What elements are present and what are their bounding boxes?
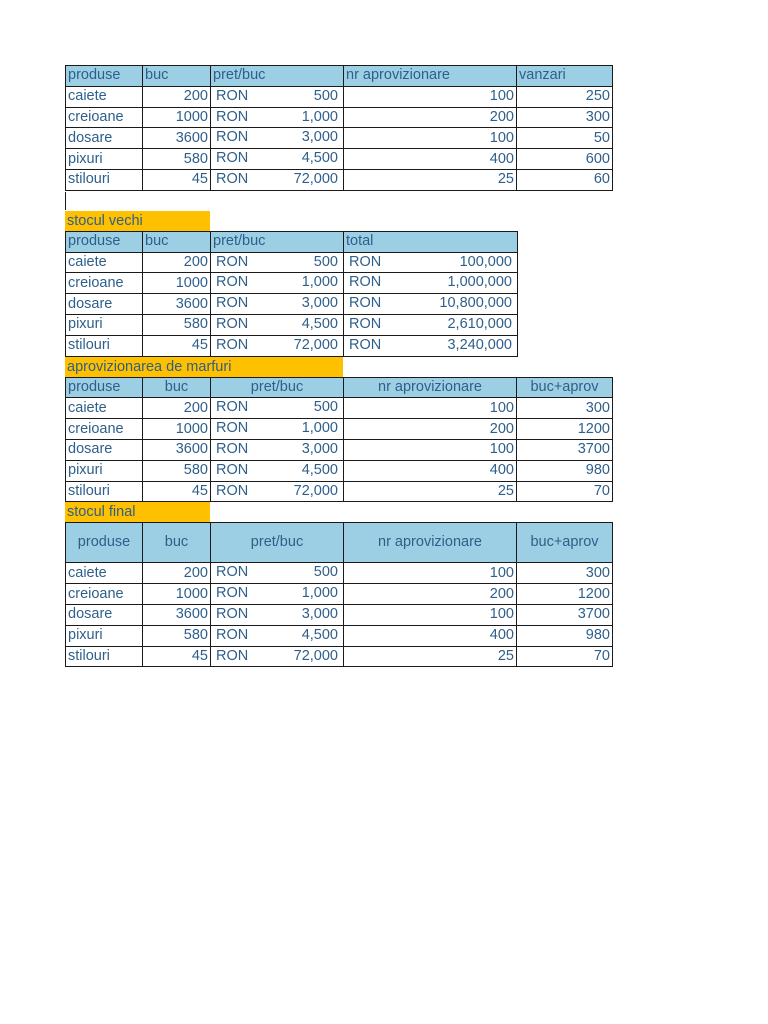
- product-cell[interactable]: dosare: [66, 439, 143, 460]
- price-value: 4,500: [301, 626, 338, 643]
- currency-label: RON: [216, 647, 249, 664]
- price-cell[interactable]: [211, 335, 344, 356]
- price-cell[interactable]: [211, 563, 344, 584]
- currency-label: RON: [349, 295, 382, 312]
- supply-cell[interactable]: 100: [344, 563, 517, 584]
- product-cell[interactable]: caiete: [66, 563, 143, 584]
- supply-cell[interactable]: 100: [344, 604, 517, 625]
- qty-cell[interactable]: 200: [143, 86, 211, 107]
- qty-cell[interactable]: 45: [143, 481, 211, 502]
- header-cell[interactable]: nr aprovizionare: [344, 66, 517, 87]
- supply-cell[interactable]: 100: [344, 439, 517, 460]
- supply-cell[interactable]: 200: [344, 419, 517, 440]
- sales-cell[interactable]: 600: [517, 149, 613, 170]
- price-cell[interactable]: [211, 646, 344, 667]
- product-cell[interactable]: caiete: [66, 252, 143, 273]
- header-row: [66, 377, 613, 398]
- total-cell[interactable]: [344, 273, 518, 294]
- table-row: [66, 107, 613, 128]
- cell-cursor: [65, 192, 66, 210]
- qty-plus-supply-cell[interactable]: 1200: [517, 419, 613, 440]
- table-row: [66, 625, 613, 646]
- product-cell[interactable]: creioane: [66, 584, 143, 605]
- header-cell[interactable]: buc: [143, 377, 211, 398]
- table-row: [66, 149, 613, 170]
- qty-plus-supply-cell[interactable]: 980: [517, 625, 613, 646]
- currency-label: RON: [216, 274, 249, 291]
- qty-cell[interactable]: 1000: [143, 584, 211, 605]
- sales-cell[interactable]: 250: [517, 86, 613, 107]
- header-cell[interactable]: nr aprovizionare: [344, 377, 517, 398]
- table-row: [66, 273, 518, 294]
- product-cell[interactable]: creioane: [66, 419, 143, 440]
- currency-label: RON: [216, 129, 249, 146]
- product-cell[interactable]: pixuri: [66, 149, 143, 170]
- price-cell[interactable]: [211, 128, 344, 149]
- currency-label: RON: [216, 461, 249, 478]
- qty-plus-supply-cell[interactable]: 300: [517, 398, 613, 419]
- spreadsheet: [65, 65, 612, 667]
- price-cell[interactable]: [211, 481, 344, 502]
- supply-cell[interactable]: 200: [344, 107, 517, 128]
- supply-cell[interactable]: 25: [344, 481, 517, 502]
- currency-label: RON: [216, 170, 249, 187]
- qty-cell[interactable]: 1000: [143, 107, 211, 128]
- price-value: 3,000: [301, 295, 338, 312]
- price-cell[interactable]: [211, 86, 344, 107]
- qty-cell[interactable]: 3600: [143, 128, 211, 149]
- qty-cell[interactable]: 200: [143, 563, 211, 584]
- qty-cell[interactable]: 3600: [143, 294, 211, 315]
- price-value: 72,000: [293, 170, 338, 187]
- price-cell[interactable]: [211, 439, 344, 460]
- product-cell[interactable]: caiete: [66, 86, 143, 107]
- header-cell[interactable]: pret/buc: [211, 377, 344, 398]
- header-row: [66, 523, 613, 563]
- qty-cell[interactable]: 3600: [143, 604, 211, 625]
- price-cell[interactable]: [211, 604, 344, 625]
- total-value: 100,000: [459, 253, 512, 270]
- table-row: [66, 584, 613, 605]
- price-value: 3,000: [301, 129, 338, 146]
- qty-cell[interactable]: 3600: [143, 439, 211, 460]
- product-cell[interactable]: dosare: [66, 294, 143, 315]
- product-cell[interactable]: stilouri: [66, 481, 143, 502]
- currency-label: RON: [216, 482, 249, 499]
- currency-label: RON: [216, 399, 249, 416]
- currency-label: RON: [349, 336, 382, 353]
- qty-cell[interactable]: 580: [143, 149, 211, 170]
- currency-label: RON: [349, 274, 382, 291]
- table-row: [66, 604, 613, 625]
- product-cell[interactable]: stilouri: [66, 335, 143, 356]
- total-value: 10,800,000: [439, 295, 512, 312]
- qty-cell[interactable]: 200: [143, 398, 211, 419]
- price-value: 4,500: [301, 461, 338, 478]
- price-cell[interactable]: [211, 294, 344, 315]
- table-row: [66, 398, 613, 419]
- currency-label: RON: [216, 420, 249, 437]
- currency-label: RON: [216, 253, 249, 270]
- total-cell[interactable]: [344, 335, 518, 356]
- currency-label: RON: [216, 295, 249, 312]
- price-cell[interactable]: [211, 149, 344, 170]
- table-row: [66, 439, 613, 460]
- currency-label: RON: [216, 150, 249, 167]
- currency-label: RON: [216, 626, 249, 643]
- price-cell[interactable]: [211, 314, 344, 335]
- total-cell[interactable]: [344, 252, 518, 273]
- price-cell[interactable]: [211, 252, 344, 273]
- qty-cell[interactable]: 1000: [143, 419, 211, 440]
- product-cell[interactable]: stilouri: [66, 169, 143, 190]
- table-row: [66, 481, 613, 502]
- sales-table: [65, 65, 613, 191]
- table-row: [66, 169, 613, 190]
- qty-plus-supply-cell[interactable]: 70: [517, 646, 613, 667]
- supply-cell[interactable]: 400: [344, 460, 517, 481]
- currency-label: RON: [216, 336, 249, 353]
- price-value: 3,000: [301, 440, 338, 457]
- product-cell[interactable]: stilouri: [66, 646, 143, 667]
- qty-cell[interactable]: 45: [143, 335, 211, 356]
- table-row: [66, 314, 518, 335]
- supply-cell[interactable]: 100: [344, 128, 517, 149]
- qty-cell[interactable]: 45: [143, 169, 211, 190]
- price-value: 72,000: [293, 336, 338, 353]
- product-cell[interactable]: pixuri: [66, 314, 143, 335]
- price-value: 500: [313, 253, 338, 270]
- header-cell[interactable]: total: [344, 231, 518, 252]
- sales-cell[interactable]: 50: [517, 128, 613, 149]
- qty-plus-supply-cell[interactable]: 3700: [517, 439, 613, 460]
- price-cell[interactable]: [211, 169, 344, 190]
- header-row: [66, 231, 518, 252]
- table-row: [66, 563, 613, 584]
- header-cell[interactable]: produse: [66, 523, 143, 563]
- header-cell[interactable]: nr aprovizionare: [344, 523, 517, 563]
- currency-label: RON: [216, 108, 249, 125]
- price-cell[interactable]: [211, 419, 344, 440]
- qty-cell[interactable]: 200: [143, 252, 211, 273]
- product-cell[interactable]: pixuri: [66, 460, 143, 481]
- price-cell[interactable]: [211, 584, 344, 605]
- total-value: 2,610,000: [447, 315, 512, 332]
- product-cell[interactable]: creioane: [66, 273, 143, 294]
- header-cell[interactable]: vanzari: [517, 66, 613, 87]
- price-cell[interactable]: [211, 398, 344, 419]
- header-cell[interactable]: buc+aprov: [517, 377, 613, 398]
- price-value: 500: [313, 399, 338, 416]
- qty-cell[interactable]: 45: [143, 646, 211, 667]
- header-cell[interactable]: buc: [143, 231, 211, 252]
- price-value: 500: [313, 87, 338, 104]
- currency-label: RON: [216, 585, 249, 602]
- product-cell[interactable]: creioane: [66, 107, 143, 128]
- qty-plus-supply-cell[interactable]: 980: [517, 460, 613, 481]
- currency-label: RON: [216, 315, 249, 332]
- price-cell[interactable]: [211, 107, 344, 128]
- section-title: stocul final: [65, 502, 210, 522]
- qty-plus-supply-cell[interactable]: 1200: [517, 584, 613, 605]
- total-cell[interactable]: [344, 314, 518, 335]
- qty-cell[interactable]: 580: [143, 460, 211, 481]
- currency-label: RON: [216, 440, 249, 457]
- price-value: 4,500: [301, 315, 338, 332]
- price-cell[interactable]: [211, 460, 344, 481]
- currency-label: RON: [216, 87, 249, 104]
- old-stock-table: [65, 231, 518, 357]
- price-value: 1,000: [301, 274, 338, 291]
- table-row: [66, 646, 613, 667]
- price-value: 3,000: [301, 605, 338, 622]
- supply-cell[interactable]: 400: [344, 149, 517, 170]
- product-cell[interactable]: dosare: [66, 604, 143, 625]
- qty-cell[interactable]: 580: [143, 625, 211, 646]
- price-cell[interactable]: [211, 273, 344, 294]
- table-row: [66, 128, 613, 149]
- header-cell[interactable]: produse: [66, 377, 143, 398]
- sales-cell[interactable]: 300: [517, 107, 613, 128]
- supply-cell[interactable]: 100: [344, 398, 517, 419]
- price-value: 500: [313, 564, 338, 581]
- table-row: [66, 460, 613, 481]
- product-cell[interactable]: pixuri: [66, 625, 143, 646]
- supply-cell[interactable]: 25: [344, 169, 517, 190]
- table-row: [66, 86, 613, 107]
- product-cell[interactable]: caiete: [66, 398, 143, 419]
- qty-plus-supply-cell[interactable]: 70: [517, 481, 613, 502]
- qty-cell[interactable]: 580: [143, 314, 211, 335]
- product-cell[interactable]: dosare: [66, 128, 143, 149]
- header-cell[interactable]: pret/buc: [211, 231, 344, 252]
- currency-label: RON: [216, 605, 249, 622]
- section-title: aprovizionarea de marfuri: [65, 357, 343, 377]
- header-cell[interactable]: pret/buc: [211, 66, 344, 87]
- total-cell[interactable]: [344, 294, 518, 315]
- table-row: [66, 252, 518, 273]
- price-value: 1,000: [301, 585, 338, 602]
- header-cell[interactable]: produse: [66, 231, 143, 252]
- header-cell[interactable]: produse: [66, 66, 143, 87]
- qty-cell[interactable]: 1000: [143, 273, 211, 294]
- supply-cell[interactable]: 25: [344, 646, 517, 667]
- header-cell[interactable]: pret/buc: [211, 523, 344, 563]
- supply-cell[interactable]: 400: [344, 625, 517, 646]
- total-value: 3,240,000: [447, 336, 512, 353]
- supply-table: [65, 377, 613, 503]
- currency-label: RON: [349, 315, 382, 332]
- header-cell[interactable]: buc: [143, 66, 211, 87]
- supply-cell[interactable]: 100: [344, 86, 517, 107]
- table-row: [66, 335, 518, 356]
- section-title: stocul vechi: [65, 211, 210, 231]
- header-cell[interactable]: buc: [143, 523, 211, 563]
- header-cell[interactable]: buc+aprov: [517, 523, 613, 563]
- final-stock-table: [65, 522, 613, 667]
- price-value: 4,500: [301, 150, 338, 167]
- qty-plus-supply-cell[interactable]: 3700: [517, 604, 613, 625]
- price-value: 1,000: [301, 420, 338, 437]
- supply-cell[interactable]: 200: [344, 584, 517, 605]
- table-row: [66, 419, 613, 440]
- table-row: [66, 294, 518, 315]
- qty-plus-supply-cell[interactable]: 300: [517, 563, 613, 584]
- currency-label: RON: [349, 253, 382, 270]
- header-row: [66, 66, 613, 87]
- currency-label: RON: [216, 564, 249, 581]
- price-cell[interactable]: [211, 625, 344, 646]
- price-value: 72,000: [293, 482, 338, 499]
- sales-cell[interactable]: 60: [517, 169, 613, 190]
- total-value: 1,000,000: [447, 274, 512, 291]
- price-value: 72,000: [293, 647, 338, 664]
- empty-row: [65, 191, 612, 211]
- price-value: 1,000: [301, 108, 338, 125]
